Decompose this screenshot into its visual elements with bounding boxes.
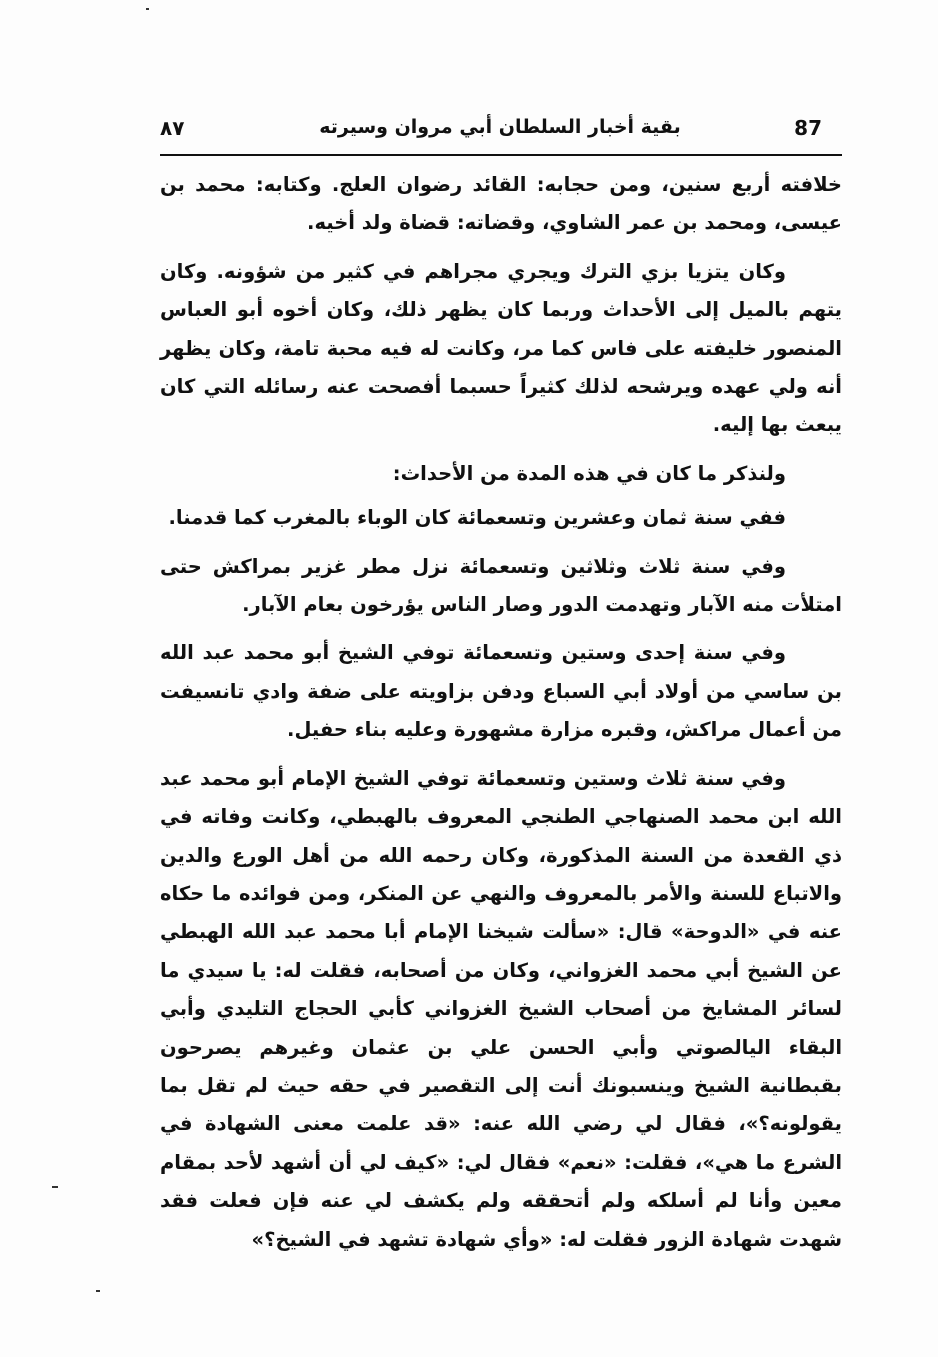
paragraph-6: وفي سنة إحدى وستين وتسعمائة توفي الشيخ أبو محمد عبد الله بن ساسي من أولاد أبي السباع ودفن بزاويته على ضفة وادي تانسيفت من أعمال مراكش، وقبره مزارة مشهورة وعليه بناء حفيل. xyxy=(160,641,842,742)
page-header xyxy=(160,116,840,146)
running-title: بقية أخبار السلطان أبي مروان وسيرته xyxy=(319,116,681,138)
page-number-latin: 87 xyxy=(794,116,822,140)
scan-speck xyxy=(52,1186,58,1188)
body-text xyxy=(160,166,842,1269)
header-rule xyxy=(160,154,842,156)
scan-speck xyxy=(96,1290,100,1292)
page-number-arabic: ٨٧ xyxy=(160,116,185,140)
paragraph-1: خلافته أربع سنين، ومن حجابه: القائد رضوان العلج. وكتابه: محمد بن عيسى، ومحمد بن عمر الشاوي، وقضاته: قضاة ولد أخيه. xyxy=(160,173,842,235)
paragraph-7: وفي سنة ثلاث وستين وتسعمائة توفي الشيخ الإمام أبو محمد عبد الله ابن محمد الصنهاجي الطنجي المعروف بالهبطي، وكانت وفاته في ذي القعدة من السنة المذكورة، وكان رحمه الله من أهل الورع والدين والاتباع للسنة والأمر بالمعروف والنهي عن المنكر، ومن فوائده ما حكاه عنه في «الدوحة» قال: «سألت شيخنا الإمام أبا محمد عبد الله الهبطي عن الشيخ أبي محمد الغزواني، وكان من أصحابه، فقلت له: يا سيدي ما لسائر المشايخ من أصحاب الشيخ الغزواني كأبي الحجاج التليدي وأبي البقاء اليالصوتي وأبي الحسن علي بن عثمان وغيرهم يصرحون بقبطانية الشيخ وينسبونك أنت إلى التقصير في حقه حيث لم تقل بما يقولونه؟»، فقال لي رضي الله عنه: «قد علمت معنى الشهادة في الشرع ما هي»، فقلت: «نعم» فقال لي: «كيف لي أن أشهد لأحد بمقام معين وأنا لم أسلكه ولم أتحققه ولم يكشف لي عنه فإن فعلت فقد شهدت شهادة الزور فقلت له: «وأي شهادة تشهد في الشيخ؟» xyxy=(160,766,842,1251)
paragraph-3: ولنذكر ما كان في هذه المدة من الأحداث: xyxy=(392,461,786,485)
paragraph-4: ففي سنة ثمان وعشرين وتسعمائة كان الوباء بالمغرب كما قدمنا. xyxy=(168,506,786,530)
paragraph-5: وفي سنة ثلاث وثلاثين وتسعمائة نزل مطر غزير بمراكش حتى امتلأت منه الآبار وتهدمت الدور وصار الناس يؤرخون بعام الآبار. xyxy=(160,554,842,617)
scan-speck xyxy=(146,8,149,10)
paragraph-2: وكان يتزيا بزي الترك ويجري مجراهم في كثير من شؤونه. وكان يتهم بالميل إلى الأحداث وربما كان يظهر ذلك، وكان أخوه أبو العباس المنصور خليفته على فاس كما مر، وكانت له فيه محبة تامة، وكان يظهر أنه ولي عهده ويرشحه لذلك كثيراً حسبما أفصحت عنه رسائله التي كان يبعث بها إليه. xyxy=(160,259,842,437)
